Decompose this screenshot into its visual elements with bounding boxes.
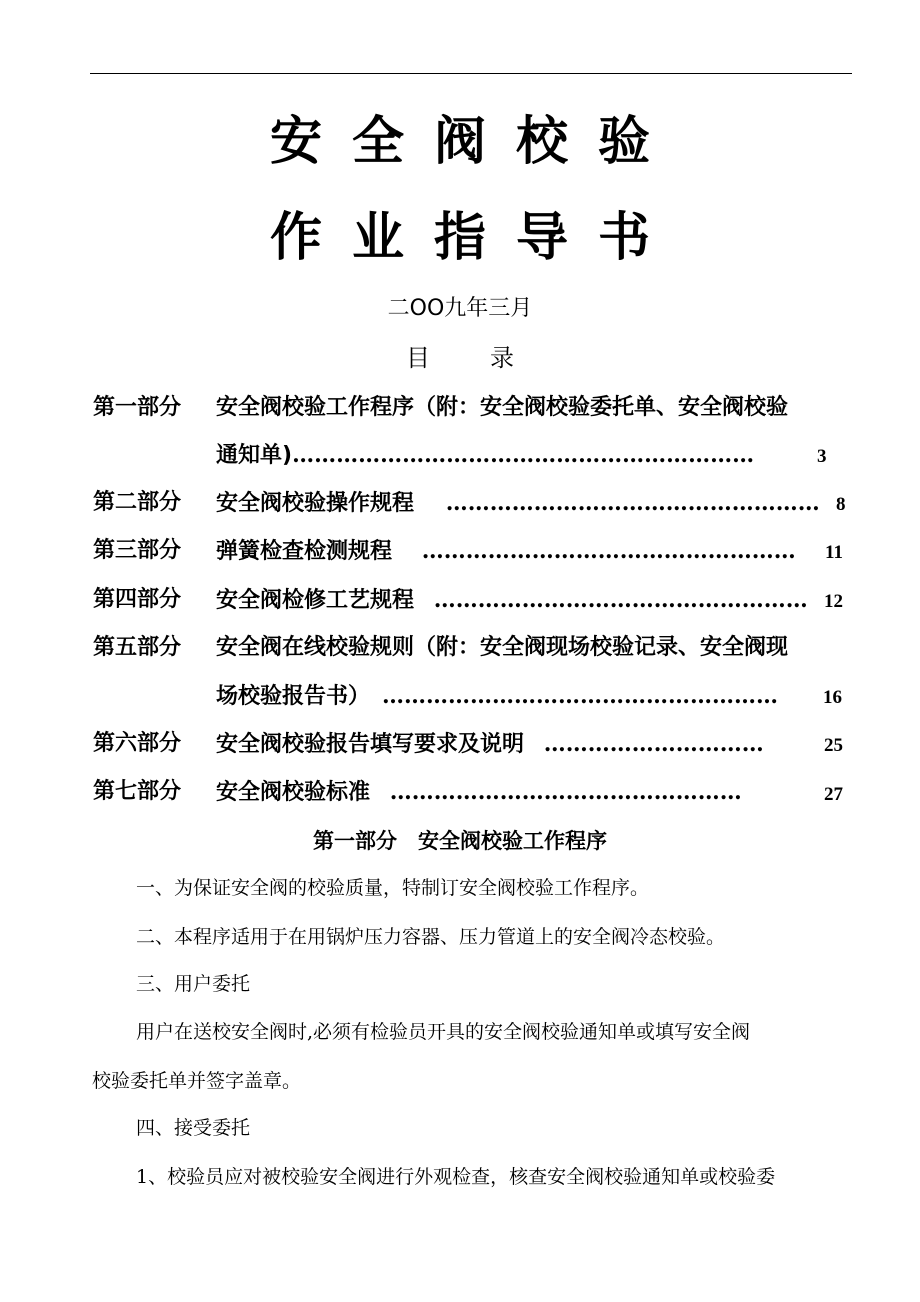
toc-page-number: 16 xyxy=(823,687,842,708)
toc-entry-title: 安全阀在线校验规则（附：安全阀现场校验记录、安全阀现 xyxy=(216,635,789,660)
paragraph-4-cont: 校验委托单并签字盖章。 xyxy=(92,1070,302,1092)
section-title: 第一部分 安全阀校验工作程序 xyxy=(313,829,607,853)
toc-leader-dots: …………………………………………… xyxy=(433,587,808,613)
toc-entry-1[interactable] xyxy=(93,393,853,468)
toc-part-label: 第三部分 xyxy=(93,538,182,563)
toc-part-label: 第五部分 xyxy=(93,635,182,660)
toc-part-label: 第六部分 xyxy=(93,731,182,756)
header-rule xyxy=(90,73,852,74)
toc-part-label: 第二部分 xyxy=(93,490,182,515)
toc-page-number: 8 xyxy=(836,494,846,515)
paragraph-1: 一、为保证安全阀的校验质量，特制订安全阀校验工作程序。 xyxy=(136,877,650,899)
toc-entry-title: 安全阀校验操作规程 xyxy=(216,491,415,516)
toc-entry-2[interactable] xyxy=(93,488,853,518)
toc-page-number: 3 xyxy=(817,446,827,467)
toc-entry-title: 安全阀校验报告填写要求及说明 xyxy=(216,732,525,757)
toc-leader-dots: …………………………………………… xyxy=(421,538,796,564)
toc-entry-6[interactable] xyxy=(93,729,853,759)
toc-heading: 目录 xyxy=(406,344,574,372)
toc-leader-dots: ………………………… xyxy=(543,731,764,757)
toc-entry-title-cont: 场校验报告书） xyxy=(216,684,371,709)
toc-leader-dots: …………………………………………… xyxy=(445,490,820,516)
toc-page-number: 11 xyxy=(825,542,843,563)
toc-entry-7[interactable] xyxy=(93,777,853,807)
toc-entry-title: 安全阀校验工作程序（附：安全阀校验委托单、安全阀校验 xyxy=(216,395,789,420)
paragraph-6: 1、校验员应对被校验安全阀进行外观检查，核查安全阀校验通知单或校验委 xyxy=(136,1166,776,1188)
toc-leader-dots: ………………………………………… xyxy=(389,779,742,805)
toc-entry-5[interactable] xyxy=(93,633,853,709)
document-date: 二OO九年三月 xyxy=(387,296,533,321)
toc-leader-dots: ……………………………………………………… xyxy=(292,442,755,468)
toc-part-label: 第四部分 xyxy=(93,587,182,612)
paragraph-3: 三、用户委托 xyxy=(136,973,251,995)
paragraph-2: 二、本程序适用于在用锅炉压力容器、压力管道上的安全阀冷态校验。 xyxy=(136,926,726,948)
toc-entry-title: 弹簧检查检测规程 xyxy=(216,539,393,564)
document-title-line2: 作业指导书 xyxy=(269,208,680,268)
toc-page-number: 25 xyxy=(824,735,843,756)
toc-entry-3[interactable] xyxy=(93,536,853,566)
toc-entry-4[interactable] xyxy=(93,585,853,615)
paragraph-5: 四、接受委托 xyxy=(136,1117,251,1139)
toc-part-label: 第一部分 xyxy=(93,395,182,420)
toc-page-number: 27 xyxy=(824,784,843,805)
toc-leader-dots: ……………………………………………… xyxy=(382,683,779,709)
toc-entry-title-cont: 通知单) xyxy=(216,443,293,468)
toc-entry-title: 安全阀校验标准 xyxy=(216,780,371,805)
paragraph-4: 用户在送校安全阀时,必须有检验员开具的安全阀校验通知单或填写安全阀 xyxy=(136,1021,751,1043)
toc-part-label: 第七部分 xyxy=(93,779,182,804)
toc-entry-title: 安全阀检修工艺规程 xyxy=(216,588,415,613)
toc-page-number: 12 xyxy=(824,591,843,612)
document-title-line1: 安全阀校验 xyxy=(269,112,680,172)
